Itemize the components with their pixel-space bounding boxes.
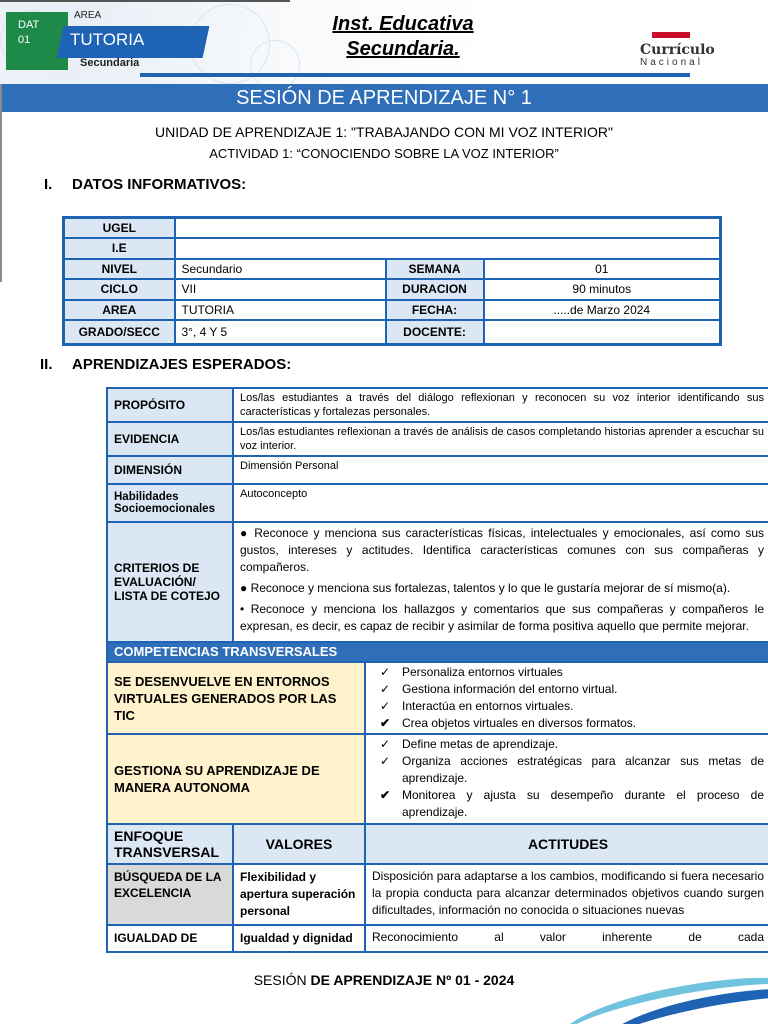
grado-label: GRADO/SECC <box>64 320 175 344</box>
list-item: ✓ Gestiona información del entorno virtual. <box>380 682 618 696</box>
table-row <box>107 642 768 662</box>
table-row <box>64 259 721 280</box>
ugel-value <box>175 218 721 239</box>
list-item: ✓ Interactúa en entornos virtuales. <box>380 699 574 713</box>
proposito-text: Los/las estudiantes a través del diálogo reflexionan y reconocen su voz interior identificando sus características y fortalezas personales. <box>233 388 768 422</box>
habilidades-text: Autoconcepto <box>233 484 768 522</box>
logo-title: Currículo <box>640 42 715 58</box>
actividad-title: ACTIVIDAD 1: “CONOCIENDO SOBRE LA VOZ INTERIOR” <box>209 146 559 161</box>
enfoque1-valor: Flexibilidad y apertura superación personal <box>233 864 365 925</box>
enfoque1-name: BÚSQUEDA DE LA EXCELENCIA <box>107 864 233 925</box>
competencia1-label: SE DESENVUELVE EN ENTORNOS VIRTUALES GENERADOS POR LAS TIC <box>107 662 365 734</box>
docente-value <box>484 320 721 344</box>
checkmark-icon: ✓ <box>380 737 391 751</box>
tag-area-label: AREA <box>74 10 102 21</box>
semana-label: SEMANA <box>386 259 484 280</box>
list-item: ✓ Personaliza entornos virtuales <box>380 665 563 679</box>
checkmark-icon: ✓ <box>380 682 391 696</box>
institution-name <box>318 12 488 62</box>
table-row <box>64 300 721 321</box>
competencia2-list <box>365 734 768 824</box>
docente-label: DOCENTE: <box>386 320 484 344</box>
section2-number: II. <box>40 356 53 373</box>
fecha-label: FECHA: <box>386 300 484 321</box>
hex-decoration <box>250 40 300 90</box>
session-banner: SESIÓN DE APRENDIZAJE N° 1 <box>0 84 768 112</box>
area-label: AREA <box>64 300 175 321</box>
enfoque1-actitud: Disposición para adaptarse a los cambios, modificando si fuera necesario la propia conducta para alcanzar determinados objetivos cuando surgen dificultades, información no conocida o situaciones nuevas <box>365 864 768 925</box>
criterios-list <box>233 522 768 642</box>
table-row <box>107 522 768 642</box>
bullet-icon: ● <box>240 581 251 595</box>
ugel-label: UGEL <box>64 218 175 239</box>
table-row <box>107 864 768 925</box>
semana-value: 01 <box>484 259 721 280</box>
tag-level: Secundaria <box>80 57 140 69</box>
fecha-value: .....de Marzo 2024 <box>484 300 721 321</box>
actitudes-header: ACTITUDES <box>365 824 768 864</box>
table-row <box>107 925 768 952</box>
list-item: ✔ Crea objetos virtuales en diversos formatos. <box>380 716 637 730</box>
datos-informativos-table <box>62 216 722 346</box>
table-row <box>64 320 721 344</box>
list-item: ● Reconoce y menciona sus características físicas, intelectuales y emocionales, así como sus gustos, intereses y actitudes. Identifica características comunes con sus compañeras y compañeros. <box>240 526 765 574</box>
list-item: ● Reconoce y menciona sus fortalezas, talentos y lo que le gustaría mejorar de sí mismo(a). <box>240 581 731 595</box>
tag-title: TUTORIA <box>70 30 145 49</box>
enfoque-header: ENFOQUE TRANSVERSAL <box>107 824 233 864</box>
list-item: ✓ Define metas de aprendizaje. <box>380 737 559 751</box>
enfoque2-valor: Igualdad y dignidad <box>233 925 365 952</box>
checkmark-icon: ✔ <box>380 788 391 802</box>
enfoque2-name: IGUALDAD DE <box>107 925 233 952</box>
bullet-icon: ● <box>240 526 255 540</box>
checkmark-icon: ✓ <box>380 754 391 768</box>
duracion-label: DURACION <box>386 279 484 300</box>
footer-prefix: SESIÓN <box>253 972 311 988</box>
competencia1-list <box>365 662 768 734</box>
footer-title: DE APRENDIZAJE Nº 01 - 2024 <box>310 972 515 988</box>
ie-value <box>175 238 721 259</box>
header-underline <box>140 73 690 77</box>
institution-line2: Secundaria. <box>346 38 460 60</box>
competencias-header: COMPETENCIAS TRANSVERSALES <box>107 642 768 662</box>
dimension-label: DIMENSIÓN <box>107 456 233 484</box>
evidencia-label: EVIDENCIA <box>107 422 233 456</box>
valores-header: VALORES <box>233 824 365 864</box>
area-value: TUTORIA <box>175 300 386 321</box>
ie-label: I.E <box>64 238 175 259</box>
ciclo-label: CICLO <box>64 279 175 300</box>
bullet-icon: • <box>240 602 251 616</box>
curriculo-logo-icon <box>652 32 690 38</box>
table-row <box>107 422 768 456</box>
table-row <box>107 662 768 734</box>
section2-title: APRENDIZAJES ESPERADOS: <box>72 356 292 373</box>
competencia2-label: GESTIONA SU APRENDIZAJE DE MANERA AUTONOMA <box>107 734 365 824</box>
unit-tag <box>6 12 68 70</box>
evidencia-text: Los/las estudiantes reflexionan a través de análisis de casos completando historias aprender a escuchar su voz interior. <box>233 422 768 456</box>
list-item: ✔ Monitorea y ajusta su desempeño durante el proceso de aprendizaje. <box>380 788 765 819</box>
list-item: • Reconoce y menciona los hallazgos y comentarios que sus compañeras y compañeros le expresan, es decir, es capaz de recibir y asimilar de forma positiva aquello que permite mejorar. <box>240 602 765 633</box>
left-rule <box>0 84 2 282</box>
checkmark-icon: ✓ <box>380 699 391 713</box>
aprendizajes-table <box>106 387 768 953</box>
logo-subtitle: Nacional <box>640 57 703 68</box>
unidad-title: UNIDAD DE APRENDIZAJE 1: "TRABAJANDO CON MI VOZ INTERIOR" <box>155 124 613 140</box>
table-row <box>64 279 721 300</box>
nivel-label: NIVEL <box>64 259 175 280</box>
checkmark-icon: ✓ <box>380 665 391 679</box>
table-row <box>107 734 768 824</box>
top-rule <box>0 0 290 2</box>
list-item: ✓ Organiza acciones estratégicas para alcanzar sus metas de aprendizaje. <box>380 754 765 785</box>
page-footer <box>0 972 768 988</box>
dimension-text: Dimensión Personal <box>233 456 768 484</box>
duracion-value: 90 minutos <box>484 279 721 300</box>
institution-line1: Inst. Educativa <box>332 13 474 35</box>
checkmark-icon: ✔ <box>380 716 391 730</box>
proposito-label: PROPÓSITO <box>107 388 233 422</box>
ciclo-value: VII <box>175 279 386 300</box>
table-row <box>64 218 721 239</box>
table-row <box>64 238 721 259</box>
nivel-value: Secundario <box>175 259 386 280</box>
habilidades-label: Habilidades Socioemocionales <box>107 484 233 522</box>
criterios-label: CRITERIOS DE EVALUACIÓN/ LISTA DE COTEJO <box>107 522 233 642</box>
grado-value: 3°, 4 Y 5 <box>175 320 386 344</box>
section1-number: I. <box>44 176 53 193</box>
enfoque2-actitud: Reconocimiento al valor inherente de cada <box>365 925 768 952</box>
table-row <box>107 824 768 864</box>
table-row <box>107 484 768 522</box>
tag-code: DAT <box>18 19 40 31</box>
table-row <box>107 388 768 422</box>
tag-code-number: 01 <box>18 34 31 46</box>
section1-title: DATOS INFORMATIVOS: <box>72 176 247 193</box>
table-row <box>107 456 768 484</box>
